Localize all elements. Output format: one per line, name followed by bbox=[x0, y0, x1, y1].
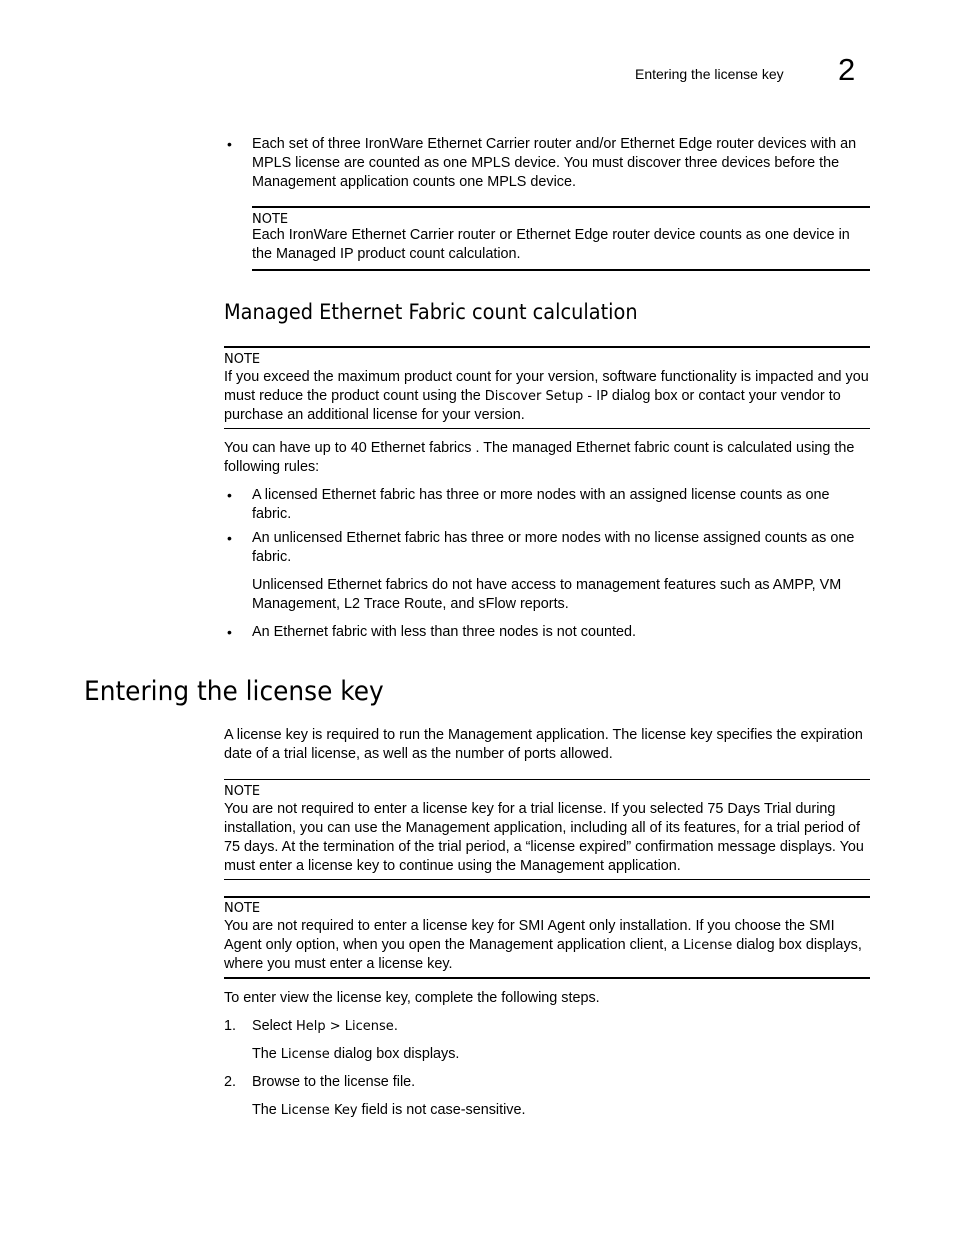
bullet-icon: • bbox=[227, 624, 232, 640]
ui-term-discover-setup: Discover Setup - IP bbox=[484, 389, 608, 404]
note-text-max-count: If you exceed the maximum product count for your version, software functionality is impacted and you must reduce the product count using the Discover Setup - IP dialog box or contact your vendor to purchase an additional license for your version. bbox=[224, 369, 869, 423]
note-text-smi-agent: You are not required to enter a license key for SMI Agent only installation. If you choose the SMI Agent only option, when you open the Management application client, a License dialog box displays, where you must enter a license key. bbox=[224, 918, 862, 972]
bullet-icon: • bbox=[227, 136, 232, 152]
step-1-result: The License dialog box displays. bbox=[252, 1046, 460, 1062]
bullet-licensed-fabric: A licensed Ethernet fabric has three or more nodes with an assigned license counts as one fabric. bbox=[252, 487, 830, 522]
step-number: 2. bbox=[224, 1074, 237, 1090]
bullet-icon: • bbox=[227, 530, 232, 546]
ui-term-license: License bbox=[683, 938, 733, 953]
note-label: NOTE bbox=[224, 901, 261, 916]
note-top-rule bbox=[252, 206, 870, 208]
ui-term-license-key: License Key bbox=[280, 1103, 358, 1118]
step-number: 1. bbox=[224, 1018, 237, 1034]
running-header-title: Entering the license key bbox=[635, 66, 784, 82]
bullet-icon: • bbox=[227, 487, 232, 503]
note-bottom-rule bbox=[252, 269, 870, 271]
note-text-trial-license: You are not required to enter a license key for a trial license. If you selected 75 Days Trial during installation, you can use the Management application, including all of its features, for a trial period of 75 days. At the termination of the trial period, a “license expired” confirmation message displays. You must enter a license key to continue using the Management application. bbox=[224, 801, 864, 874]
chapter-section-heading: Entering the license key bbox=[84, 676, 384, 707]
ui-term-help-license: Help > License bbox=[296, 1019, 394, 1034]
note-bottom-rule bbox=[224, 879, 870, 880]
note-bottom-rule bbox=[224, 977, 870, 979]
ui-term-license: License bbox=[280, 1047, 330, 1062]
note-bottom-rule bbox=[224, 428, 870, 429]
note-top-rule bbox=[224, 346, 870, 348]
steps-intro: To enter view the license key, complete the following steps. bbox=[224, 990, 600, 1006]
section-heading-fabric: Managed Ethernet Fabric count calculation bbox=[224, 300, 638, 324]
note-label: NOTE bbox=[252, 212, 289, 227]
chapter-number: 2 bbox=[838, 52, 856, 87]
bullet-mpls-count: Each set of three IronWare Ethernet Carrier router and/or Ethernet Edge router devices with an MPLS license are counted as one MPLS device. You must discover three devices before the Management application counts one MPLS device. bbox=[252, 136, 857, 190]
step-1-text: Select Help > License. bbox=[252, 1018, 398, 1034]
bullet-small-fabric: An Ethernet fabric with less than three nodes is not counted. bbox=[252, 624, 636, 640]
note-label: NOTE bbox=[224, 352, 261, 367]
bullet-unlicensed-fabric: An unlicensed Ethernet fabric has three or more nodes with no license assigned counts as one fabric. bbox=[252, 530, 855, 565]
note-label: NOTE bbox=[224, 784, 261, 799]
step-2-text: Browse to the license file. bbox=[252, 1074, 416, 1090]
fabric-intro-paragraph: You can have up to 40 Ethernet fabrics . The managed Ethernet fabric count is calculated using the following rules: bbox=[224, 440, 855, 475]
note-top-rule bbox=[224, 896, 870, 898]
step-2-result: The License Key field is not case-sensitive. bbox=[252, 1102, 526, 1118]
license-intro-paragraph: A license key is required to run the Management application. The license key specifies the expiration date of a trial license, as well as the number of ports allowed. bbox=[224, 727, 863, 762]
note-top-rule bbox=[224, 779, 870, 780]
note-text: Each IronWare Ethernet Carrier router or Ethernet Edge router device counts as one device in the Managed IP product count calculation. bbox=[252, 227, 850, 262]
bullet-sub-paragraph: Unlicensed Ethernet fabrics do not have access to management features such as AMPP, VM Management, L2 Trace Route, and sFlow reports. bbox=[252, 577, 842, 612]
